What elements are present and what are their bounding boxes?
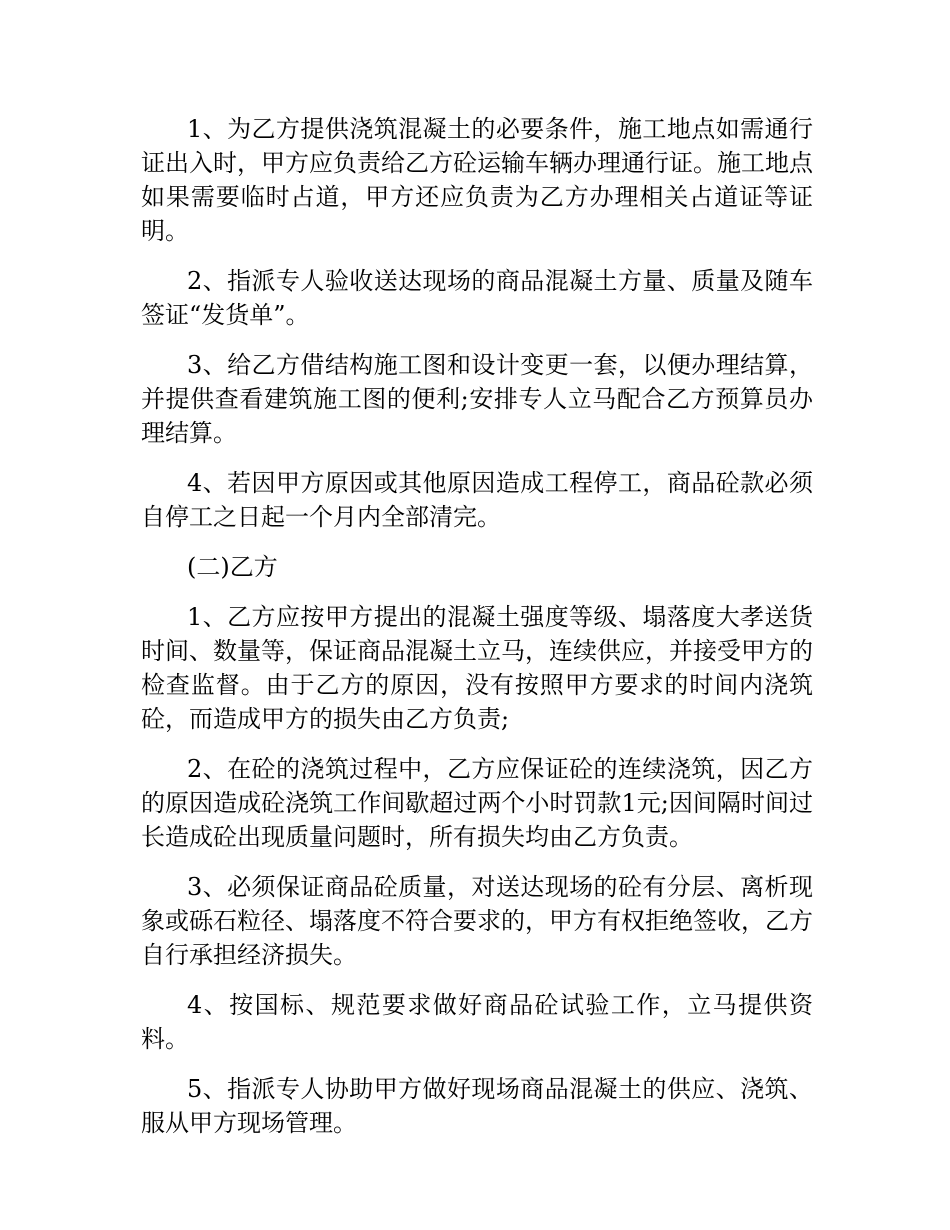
paragraph-party-b-item-4: 4、按国标、规范要求做好商品砼试验工作，立马提供资料。 (141, 991, 813, 1053)
paragraph-party-b-item-3: 3、必须保证商品砼质量，对送达现场的砼有分层、离析现象或砾石粒径、塌落度不符合要求的，甲方有权拒绝签收，乙方自行承担经济损失。 (141, 873, 813, 969)
document-page (141, 112, 813, 1156)
paragraph-party-b-item-2: 2、在砼的浇筑过程中，乙方应保证砼的连续浇筑，因乙方的原因造成砼浇筑工作间歇超过两个小时罚款1元;因间隔时间过长造成砼出现质量问题时，所有损失均由乙方负责。 (141, 755, 813, 851)
paragraph-party-b-item-1: 1、乙方应按甲方提出的混凝土强度等级、塌落度大孝送货时间、数量等，保证商品混凝土立马，连续供应，并接受甲方的检查监督。由于乙方的原因，没有按照甲方要求的时间内浇筑砼，而造成甲方的损失由乙方负责; (141, 603, 813, 733)
section-heading-party-b: (二)乙方 (187, 553, 278, 581)
paragraph-party-a-item-1: 1、为乙方提供浇筑混凝土的必要条件，施工地点如需通行证出入时，甲方应负责给乙方砼运输车辆办理通行证。施工地点如果需要临时占道，甲方还应负责为乙方办理相关占道证等证明。 (141, 115, 813, 245)
paragraph-party-a-item-4: 4、若因甲方原因或其他原因造成工程停工，商品砼款必须自停工之日起一个月内全部清完。 (141, 469, 813, 531)
paragraph-party-a-item-3: 3、给乙方借结构施工图和设计变更一套，以便办理结算，并提供查看建筑施工图的便利;安排专人立马配合乙方预算员办理结算。 (141, 351, 813, 447)
paragraph-party-a-item-2: 2、指派专人验收送达现场的商品混凝土方量、质量及随车签证“发货单”。 (141, 267, 813, 329)
paragraph-party-b-item-5: 5、指派专人协助甲方做好现场商品混凝土的供应、浇筑、服从甲方现场管理。 (141, 1075, 813, 1137)
